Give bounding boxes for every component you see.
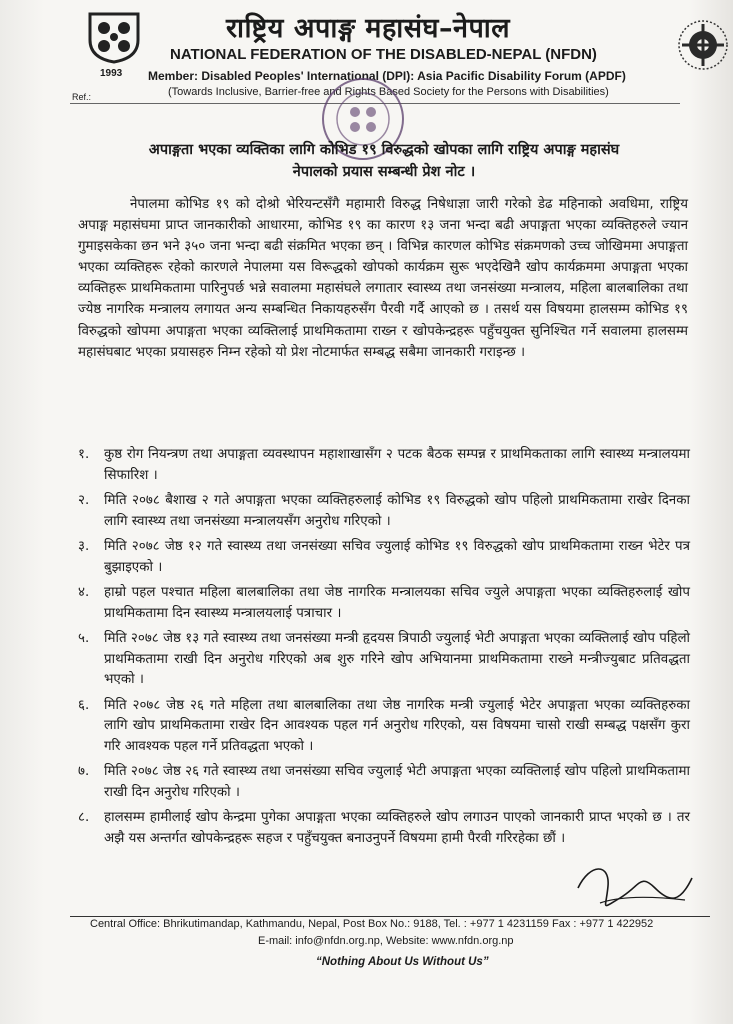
heading-line-2: नेपालको प्रयास सम्बन्धी प्रेश नोट । [292,164,476,180]
list-item [78,808,690,849]
tagline: (Towards Inclusive, Barrier-free and Rights Based Society for the Persons with Disabilities) [168,86,609,98]
press-note-body [78,194,688,363]
list-item-text: मिति २०७८ बैशाख २ गते अपाङ्गता भएका व्यक्तिहरुलाई कोभिड १९ विरुद्धको खोप पहिलो प्राथमिकतामा राखेर दिनका लागि स्वास्थ्य तथा जनसंख्या मन्त्रालयसँग अनुरोध गरिएको । [104,493,690,529]
list-item [78,696,690,758]
list-item-text: हाम्रो पहल पश्चात महिला बालबालिका तथा जेष्ठ नागरिक मन्त्रालयका सचिव ज्युले अपाङ्गता भएका व्यक्तिहरुलाई खोप प्राथमिकतामा दिन स्वास्थ्य मन्त्रालयलाई पत्राचार । [104,585,691,621]
list-item [78,445,690,486]
list-item [78,537,690,578]
list-item-number: ३. [78,539,90,554]
logo-year: 1993 [100,68,123,79]
list-item-text: कुष्ठ रोग नियन्त्रण तथा अपाङ्गता व्यवस्थापन महाशाखासँग २ पटक बैठक सम्पन्न र प्राथमिकताका लागि स्वास्थ्य मन्त्रालयमा सिफारिश । [104,447,690,483]
list-item-number: ८. [78,810,90,825]
organization-title-nepali: राष्ट्रिय अपाङ्ग महासंघ–नेपाल [226,13,511,44]
organization-title-english: NATIONAL FEDERATION OF THE DISABLED-NEPAL (NFDN) [170,46,597,63]
heading-line-1: अपाङ्गता भएका व्यक्तिका लागि कोभिड १९ विरुद्धको खोपका लागि राष्ट्रिय अपाङ्ग महासंघ [148,142,620,158]
list-item-number: ५. [78,631,90,646]
list-item-number: १. [78,447,90,462]
list-item-text: मिति २०७८ जेष्ठ १३ गते स्वास्थ्य तथा जनसंख्या मन्त्री हृदयस त्रिपाठी ज्युलाई भेटी अपाङ्गता भएका व्यक्तिलाई खोप पहिलो प्राथमिकतामा राखी दिन अनुरोध गरिएको अब शुरु गरिने खोप अभियानमा प्राथमिकतामा राख्ने मन्त्रीज्युबाट प्रतिवद्धता भएको । [104,631,690,687]
central-office-line: Central Office: Bhrikutimandap, Kathmandu, Nepal, Post Box No.: 9188, Tel. : +977 1 4231159 Fax : +977 1 422952 [90,918,654,930]
disabled-peoples-international-logo-icon [676,14,730,76]
contact-line: E-mail: info@nfdn.org.np, Website: www.nfdn.org.np [258,935,514,947]
list-item-text: मिति २०७८ जेष्ठ २६ गते महिला तथा बालबालिका तथा जेष्ठ नागरिक मन्त्री ज्युलाई भेटेर अपाङ्गता भएका व्यक्तिहरुका लागि खोप प्राथमिकतामा राखेर दिन आवश्यक पहल गर्न अनुरोध गरिएको, यस विषयमा चासो राखी सम्बद्ध पक्षसँग कुरा गरि आवश्यक पहल गर्ने प्रतिवद्धता भएको । [104,697,690,754]
list-item-text: हालसम्म हामीलाई खोप केन्द्रमा पुगेका अपाङ्गता भएका व्यक्तिहरुले खोप लगाउन पाएको जानकारी प्राप्त भएको छ । तर अझै यस अन्तर्गत खोपकेन्द्रहरू सहज र पहुँचयुक्त बनाउनुपर्ने विषयमा हामी पैरवी गरिरहेका छौं । [104,810,690,846]
list-item [78,762,690,803]
list-item-text: मिति २०७८ जेष्ठ २६ गते स्वास्थ्य तथा जनसंख्या सचिव ज्युलाई भेटी अपाङ्गता भएका व्यक्तिलाई खोप पहिलो प्राथमिकतामा राखी दिन अनुरोध गरिएको । [104,764,690,800]
motto: “Nothing About Us Without Us” [316,956,489,968]
list-item-text: मिति २०७८ जेष्ठ १२ गते स्वास्थ्य तथा जनसंख्या सचिव ज्युलाई कोभिड १९ विरुद्धको खोप प्राथमिकतामा राख्न भेटेर पत्र बुझाइएको । [104,539,690,575]
nfdn-logo-icon [86,10,142,64]
list-item-number: ६. [78,697,90,713]
signature-icon [570,858,700,918]
ref-label: Ref.: [72,92,92,102]
footer-divider [70,916,710,917]
list-item-number: २. [78,493,90,508]
list-item [78,491,690,532]
membership-line: Member: Disabled Peoples' International (DPI): Asia Pacific Disability Forum (APDF) [148,69,626,83]
list-item [78,583,690,624]
press-note-heading [84,139,684,183]
efforts-list [78,445,690,854]
list-item [78,629,690,691]
body-paragraph: नेपालमा कोभिड १९ को दोश्रो भेरियन्टसँगै महामारी विरुद्ध निषेधाज्ञा जारी गरेको डेढ महिनाको अवधिमा, राष्ट्रिय अपाङ्ग महासंघमा प्राप्त जानकारीको आधारमा, कोभिड १९ का कारण १३ जना भन्दा बढी अपाङ्गता भएका व्यक्तिहरुले ज्यान गुमाइसकेका छन भने ३५० जना भन्दा बढी संक्रमित भएका छन् । विभिन्न कारणल कोभिड संक्रमणको उच्च जोखिममा अपाङ्गता भएका व्यक्तिहरू रहेको कारणले नेपालमा यस विरूद्धको खोपको कार्यक्रम सुरू भएदेखिनै खोप कार्यक्रममा अपाङ्गता भएका व्यक्तिहरू प्राथमिकतामा पारिनुपर्छ भन्ने सवालमा महासंघले लगातार स्वास्थ्य तथा जनसंख्या मन्त्रालय, महिला बालबालिका तथा ज्येष्ठ नागरिक मन्त्रालय लगायत अन्य सम्बन्धित निकायहरुसँग पैरवी गर्दै आएको छ । तसर्थ यस विषयमा हालसम्म कोभिड १९ विरुद्धको खोपमा अपाङ्गता भएका व्यक्तिलाई प्राथमिकतामा राख्न र खोपकेन्द्रहरू पहुँचयुक्त सुनिश्चित गर्ने सवालमा हालसम्म महासंघबाट भएका प्रयासहरु निम्न रहेको यो प्रेश नोटमार्फत सम्बद्ध सबैमा जानकारी गराइन्छ । [78,197,688,360]
list-item-number: ७. [78,764,90,779]
list-item-number: ४. [78,585,90,600]
